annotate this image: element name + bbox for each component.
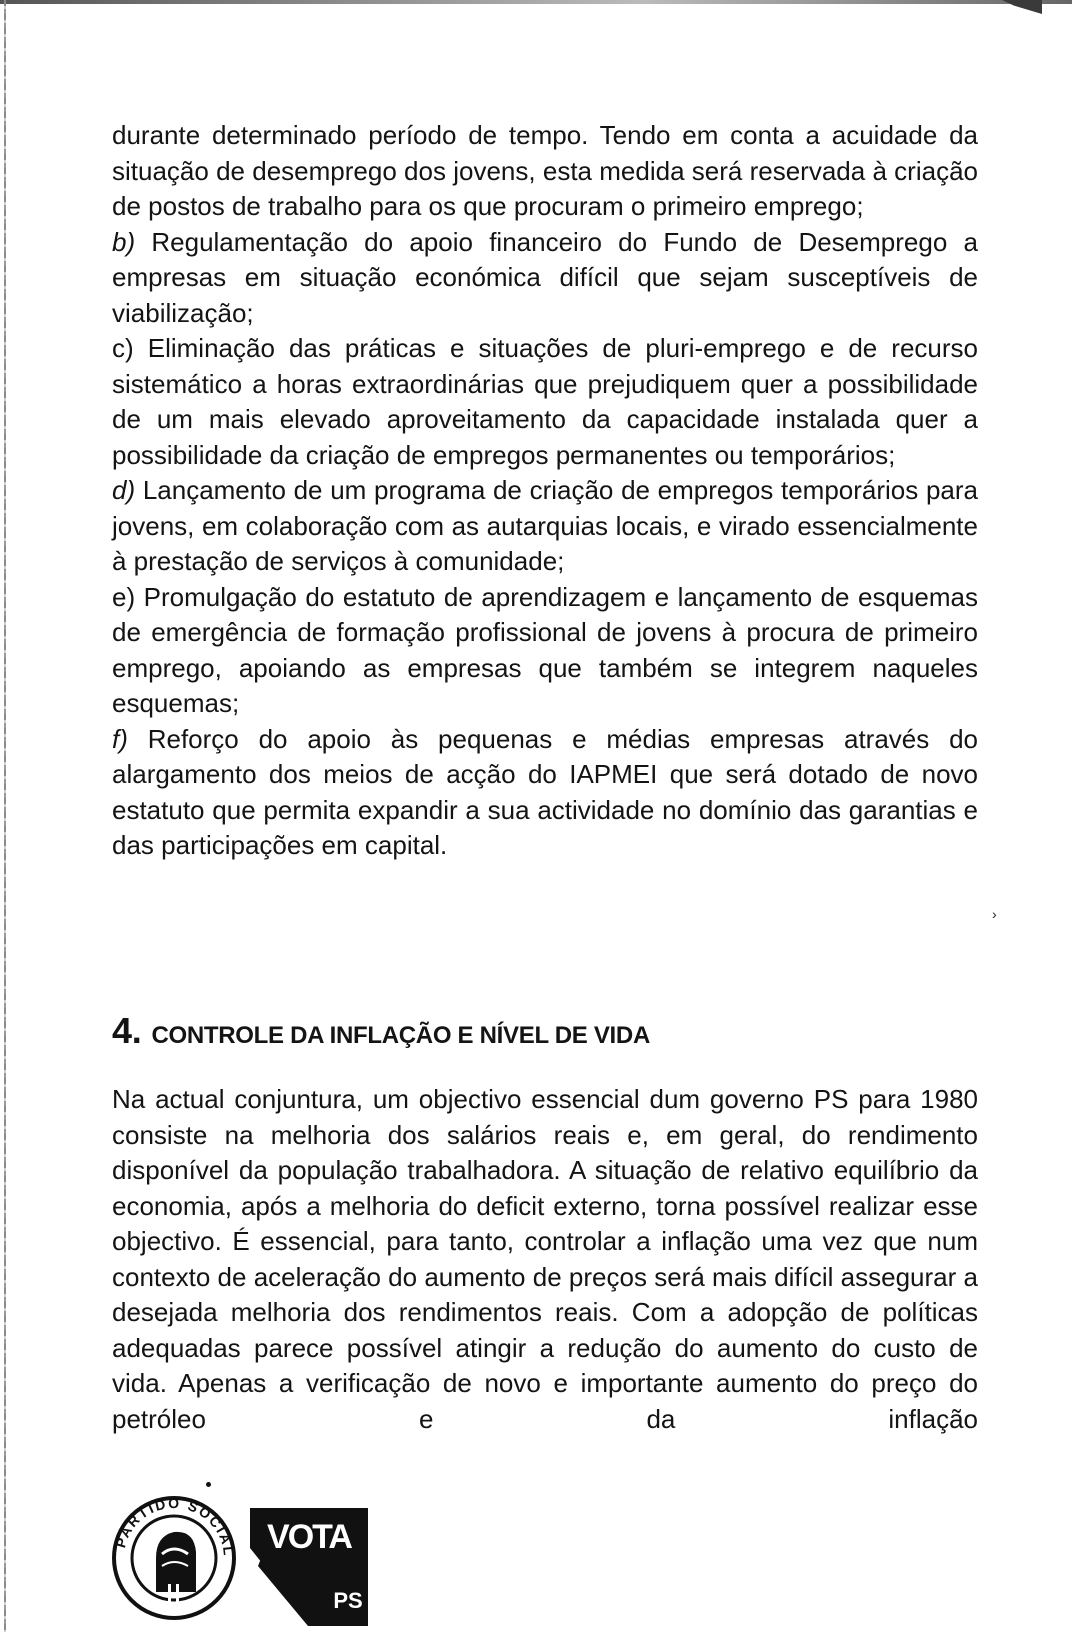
item-text: Reforço do apoio às pequenas e médias empresas através do alargamento dos meios de acção do IAPMEI que será dotado de novo estatuto que permita expandir a sua actividade no domínio das garantias e das participações em capital. (112, 723, 978, 860)
list-item-f (112, 722, 978, 864)
list-item-b (112, 225, 978, 332)
item-text: Regulamentação do apoio financeiro do Fundo de Desemprego a empresas em situação económica difícil que sejam susceptíveis de viabilização; (112, 226, 978, 328)
body-text (112, 118, 978, 864)
item-marker: c) (112, 333, 134, 363)
scan-edge-top (0, 0, 1072, 4)
item-text: Lançamento de um programa de criação de empregos temporários para jovens, em colaboração com as autarquias locais, e virado essencialmente à prestação de serviços à comunidade; (112, 475, 978, 576)
vote-ps-logo (250, 1508, 368, 1626)
item-text: Eliminação das práticas e situações de pluri-emprego e de recurso sistemático a horas extraordinárias que prejudiquem quer a possibilidade de um mais elevado aproveitamento da capacidade instalada quer a possibilidade da criação de empregos permanentes ou temporários; (112, 333, 979, 470)
section-number: 4. (112, 1010, 142, 1051)
section-paragraph: Na actual conjuntura, um objectivo essencial dum governo PS para 1980 consiste na melhoria dos salários reais e, em geral, do rendimento disponível da população trabalhadora. A situação de relativo equilíbrio da economia, após a melhoria do deficit externo, torna possível realizar esse objectivo. É essencial, para tanto, controlar a inflação uma vez que num contexto de aceleração do aumento de preços será mais difícil assegurar a desejada melhoria dos rendimentos reais. Com a adopção de políticas adequadas parece possível atingir a redução do aumento do custo de vida. Apenas a verificação de novo e importante aumento do preço do petróleo e da inflação (112, 1084, 978, 1434)
vote-sub-text: PS (333, 1588, 363, 1613)
intro-paragraph: durante determinado período de tempo. Tendo em conta a acuidade da situação de desemprego dos jovens, esta medida será reservada à criação de postos de trabalho para os que procuram o primeiro emprego; (112, 120, 978, 221)
seal-text: PARTIDO SOCIAL (112, 1496, 238, 1558)
scan-edge-left (4, 0, 6, 1632)
stray-mark: › (992, 906, 997, 922)
section-title: CONTROLE DA INFLAÇÃO E NÍVEL DE VIDA (151, 1022, 650, 1049)
footer-logos (112, 1496, 372, 1626)
item-marker: e) (112, 581, 136, 612)
logos-svg (112, 1496, 372, 1626)
vote-text: VOTA (267, 1518, 351, 1556)
item-marker: f) (112, 723, 128, 754)
item-text: Promulgação do estatuto de aprendizagem e lançamento de esquemas de emergência de formação profissional de jovens à procura de primeiro emprego, apoiando as empresas que também se integrem naqueles esquemas; (112, 581, 978, 718)
list-item-e (112, 580, 978, 722)
section-heading (112, 1010, 978, 1052)
party-seal-logo (112, 1496, 237, 1618)
stray-dot (206, 1482, 211, 1487)
item-marker: b) (112, 226, 136, 257)
list-item-c (112, 331, 978, 473)
scan-corner-mark (1002, 0, 1042, 14)
list-item-d (112, 473, 978, 580)
item-marker: d) (112, 475, 136, 505)
